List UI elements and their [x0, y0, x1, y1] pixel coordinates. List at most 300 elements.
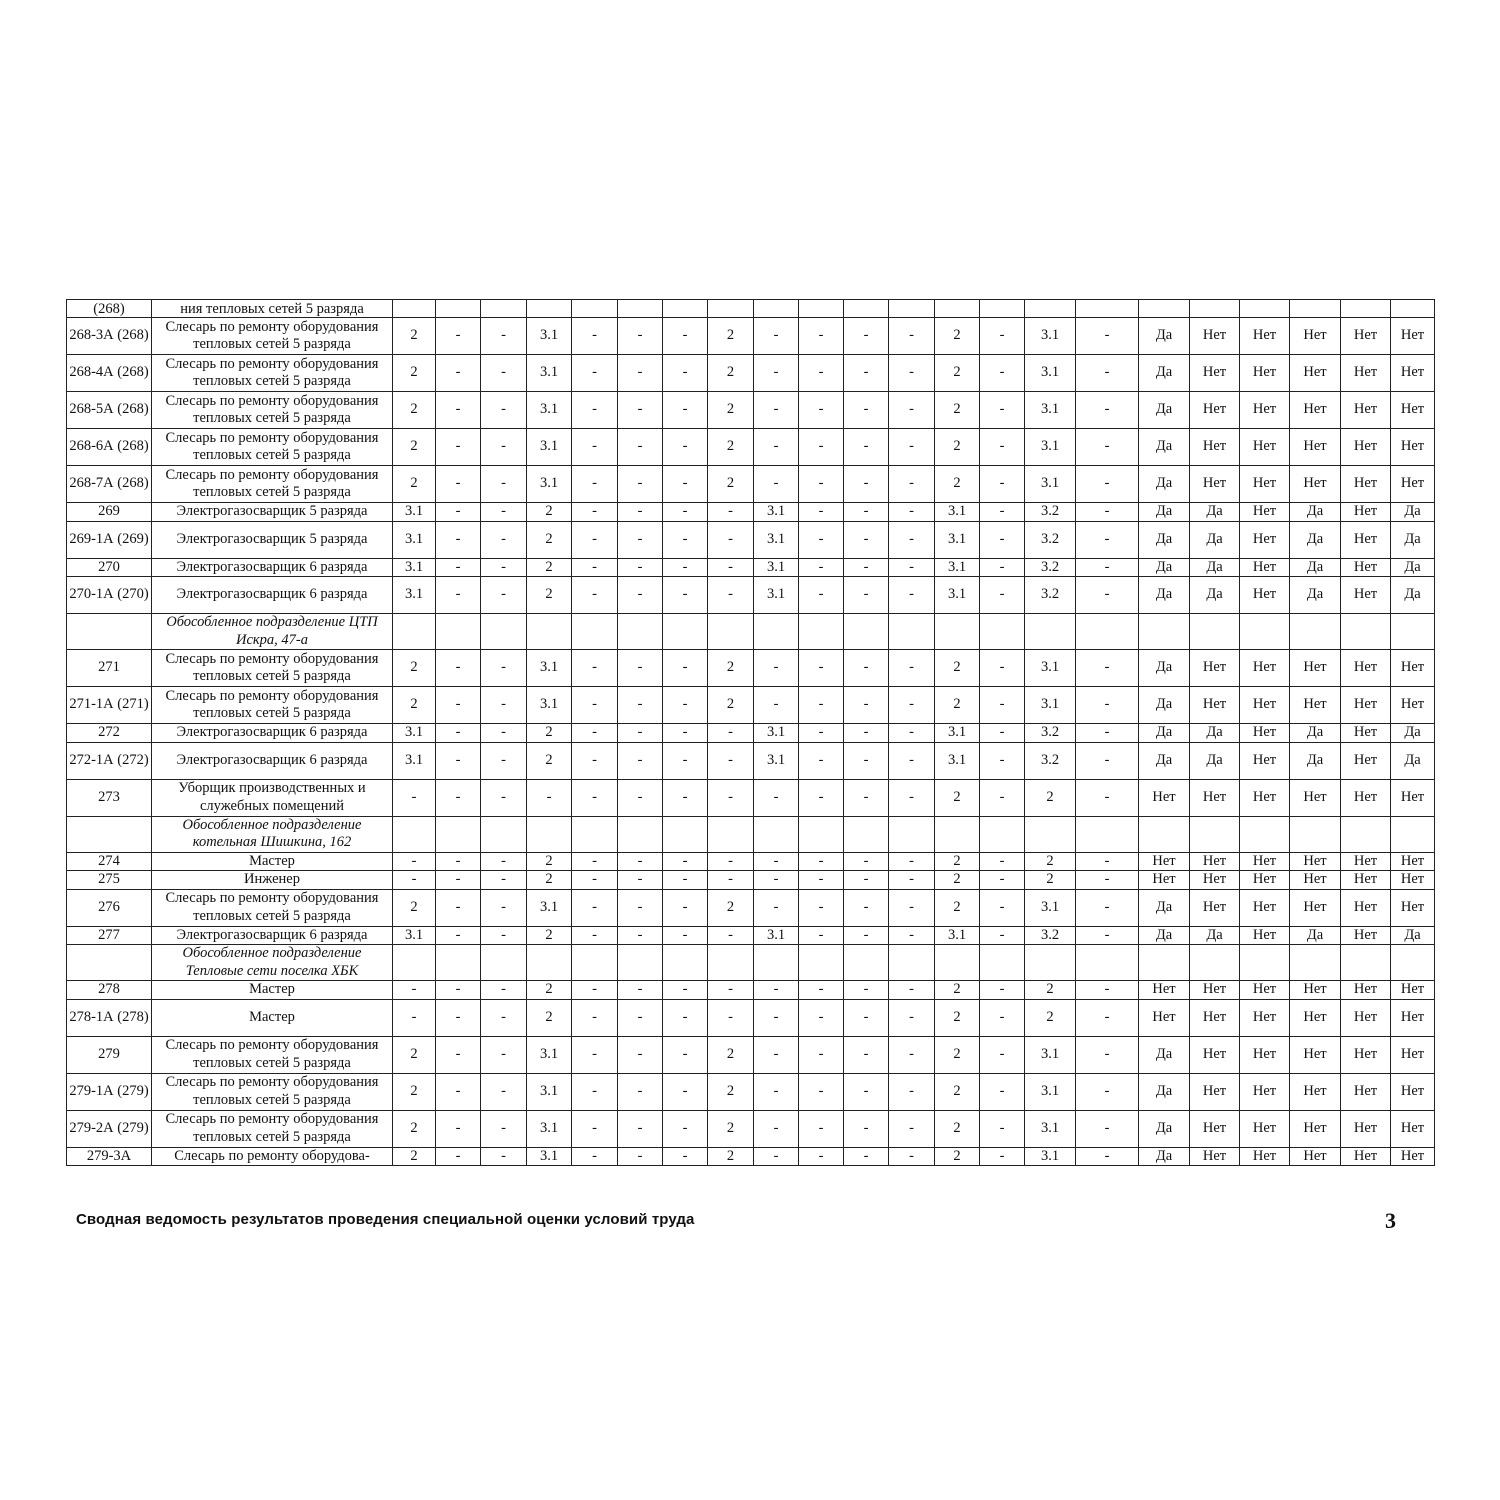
- value-cell: [1341, 614, 1391, 650]
- value-cell: Нет: [1341, 577, 1391, 614]
- value-cell: Нет: [1391, 981, 1435, 1000]
- value-cell: -: [754, 429, 799, 466]
- value-cell: -: [436, 687, 481, 724]
- value-cell: Нет: [1391, 650, 1435, 687]
- value-cell: -: [980, 1073, 1025, 1110]
- value-cell: Да: [1391, 577, 1435, 614]
- value-cell: 3.1: [527, 687, 572, 724]
- value-cell: -: [889, 429, 935, 466]
- value-cell: [663, 300, 708, 318]
- value-cell: -: [799, 650, 844, 687]
- value-cell: Нет: [1190, 392, 1240, 429]
- value-cell: Нет: [1290, 429, 1341, 466]
- value-cell: Нет: [1341, 1147, 1391, 1165]
- value-cell: Нет: [1139, 871, 1190, 890]
- value-cell: [1076, 300, 1139, 318]
- value-cell: Нет: [1341, 1073, 1391, 1110]
- value-cell: Нет: [1290, 318, 1341, 355]
- value-cell: 3.1: [1025, 355, 1076, 392]
- value-cell: Да: [1139, 503, 1190, 522]
- value-cell: Да: [1391, 742, 1435, 779]
- value-cell: -: [618, 871, 663, 890]
- value-cell: 3.1: [527, 392, 572, 429]
- value-cell: -: [980, 779, 1025, 816]
- value-cell: 2: [935, 1110, 980, 1147]
- value-cell: 3.2: [1025, 577, 1076, 614]
- value-cell: 2: [1025, 779, 1076, 816]
- value-cell: -: [889, 926, 935, 945]
- value-cell: [1391, 300, 1435, 318]
- value-cell: 2: [708, 889, 754, 926]
- value-cell: -: [618, 1073, 663, 1110]
- section-name: Обособленное подразделение Тепловые сети поселка ХБК: [152, 945, 393, 981]
- value-cell: Нет: [1290, 981, 1341, 1000]
- value-cell: Нет: [1240, 871, 1290, 890]
- value-cell: 2: [935, 1073, 980, 1110]
- value-cell: 2: [935, 355, 980, 392]
- value-cell: 3.1: [1025, 392, 1076, 429]
- value-cell: -: [393, 981, 436, 1000]
- value-cell: 2: [527, 503, 572, 522]
- value-cell: 2: [708, 1073, 754, 1110]
- job-title: Слесарь по ремонту оборудования тепловых сетей 5 разряда: [152, 429, 393, 466]
- value-cell: [1076, 614, 1139, 650]
- value-cell: -: [889, 650, 935, 687]
- value-cell: -: [618, 889, 663, 926]
- value-cell: 3.1: [393, 577, 436, 614]
- table-row: [67, 687, 1435, 724]
- value-cell: 2: [708, 429, 754, 466]
- value-cell: [844, 614, 889, 650]
- value-cell: 2: [708, 466, 754, 503]
- value-cell: 2: [708, 1036, 754, 1073]
- value-cell: -: [844, 779, 889, 816]
- value-cell: 3.1: [527, 1073, 572, 1110]
- job-title: Слесарь по ремонту оборудования тепловых сетей 5 разряда: [152, 1110, 393, 1147]
- value-cell: Нет: [1190, 871, 1240, 890]
- value-cell: -: [799, 724, 844, 743]
- value-cell: -: [754, 1110, 799, 1147]
- value-cell: -: [663, 779, 708, 816]
- value-cell: -: [799, 558, 844, 577]
- value-cell: 3.1: [527, 1036, 572, 1073]
- row-code: 276: [67, 889, 152, 926]
- value-cell: -: [436, 1036, 481, 1073]
- job-title: Слесарь по ремонту оборудования тепловых сетей 5 разряда: [152, 889, 393, 926]
- value-cell: [663, 945, 708, 981]
- value-cell: -: [799, 318, 844, 355]
- value-cell: -: [889, 521, 935, 558]
- value-cell: 3.1: [527, 429, 572, 466]
- value-cell: Нет: [1240, 577, 1290, 614]
- table-row: [67, 318, 1435, 355]
- value-cell: -: [436, 318, 481, 355]
- value-cell: Да: [1391, 503, 1435, 522]
- value-cell: -: [708, 981, 754, 1000]
- value-cell: [799, 945, 844, 981]
- value-cell: -: [663, 981, 708, 1000]
- value-cell: -: [663, 852, 708, 871]
- value-cell: [889, 816, 935, 852]
- value-cell: Нет: [1290, 889, 1341, 926]
- value-cell: -: [663, 521, 708, 558]
- value-cell: -: [799, 981, 844, 1000]
- value-cell: Нет: [1391, 1110, 1435, 1147]
- value-cell: -: [980, 503, 1025, 522]
- value-cell: [799, 816, 844, 852]
- value-cell: -: [481, 558, 527, 577]
- value-cell: Нет: [1290, 852, 1341, 871]
- value-cell: 2: [527, 521, 572, 558]
- value-cell: 3.1: [754, 724, 799, 743]
- value-cell: -: [754, 650, 799, 687]
- value-cell: -: [436, 871, 481, 890]
- value-cell: 2: [393, 650, 436, 687]
- value-cell: -: [844, 558, 889, 577]
- value-cell: Нет: [1190, 999, 1240, 1036]
- table-row: [67, 871, 1435, 890]
- value-cell: 2: [527, 724, 572, 743]
- value-cell: -: [980, 558, 1025, 577]
- value-cell: 3.1: [1025, 1073, 1076, 1110]
- value-cell: 3.1: [1025, 650, 1076, 687]
- row-code: 268-3А (268): [67, 318, 152, 355]
- value-cell: [889, 945, 935, 981]
- job-title: Слесарь по ремонту оборудования тепловых сетей 5 разряда: [152, 392, 393, 429]
- value-cell: -: [618, 926, 663, 945]
- row-code: 278: [67, 981, 152, 1000]
- value-cell: [1240, 816, 1290, 852]
- row-code: 275: [67, 871, 152, 890]
- value-cell: 2: [935, 1036, 980, 1073]
- value-cell: [1190, 816, 1240, 852]
- job-title: Электрогазосварщик 5 разряда: [152, 503, 393, 522]
- row-code: 279-2А (279): [67, 1110, 152, 1147]
- value-cell: Нет: [1341, 558, 1391, 577]
- value-cell: -: [980, 318, 1025, 355]
- value-cell: -: [1076, 355, 1139, 392]
- table-row: [67, 466, 1435, 503]
- value-cell: 2: [393, 1110, 436, 1147]
- table-row: [67, 577, 1435, 614]
- value-cell: -: [393, 852, 436, 871]
- value-cell: 2: [708, 318, 754, 355]
- job-title: Слесарь по ремонту оборудования тепловых сетей 5 разряда: [152, 1073, 393, 1110]
- value-cell: 2: [393, 392, 436, 429]
- value-cell: Да: [1290, 724, 1341, 743]
- value-cell: -: [754, 981, 799, 1000]
- value-cell: -: [980, 852, 1025, 871]
- row-code: 274: [67, 852, 152, 871]
- value-cell: -: [481, 466, 527, 503]
- value-cell: Нет: [1190, 429, 1240, 466]
- table-row: [67, 779, 1435, 816]
- value-cell: Нет: [1240, 466, 1290, 503]
- job-title: Мастер: [152, 999, 393, 1036]
- value-cell: -: [572, 889, 618, 926]
- value-cell: -: [889, 1073, 935, 1110]
- value-cell: [754, 945, 799, 981]
- value-cell: -: [663, 503, 708, 522]
- value-cell: [393, 816, 436, 852]
- value-cell: [935, 945, 980, 981]
- value-cell: -: [799, 1073, 844, 1110]
- value-cell: [799, 614, 844, 650]
- value-cell: -: [481, 429, 527, 466]
- value-cell: -: [1076, 687, 1139, 724]
- value-cell: 3.2: [1025, 742, 1076, 779]
- value-cell: Нет: [1240, 926, 1290, 945]
- value-cell: -: [393, 779, 436, 816]
- value-cell: 3.1: [935, 742, 980, 779]
- value-cell: 3.2: [1025, 521, 1076, 558]
- row-code: 279-1А (279): [67, 1073, 152, 1110]
- value-cell: 2: [393, 318, 436, 355]
- value-cell: -: [663, 871, 708, 890]
- value-cell: [844, 945, 889, 981]
- value-cell: [1139, 816, 1190, 852]
- value-cell: -: [980, 1110, 1025, 1147]
- value-cell: -: [799, 521, 844, 558]
- value-cell: [1290, 945, 1341, 981]
- table-row: [67, 1036, 1435, 1073]
- table-row: [67, 999, 1435, 1036]
- value-cell: Да: [1190, 577, 1240, 614]
- value-cell: 2: [527, 981, 572, 1000]
- value-cell: 2: [708, 392, 754, 429]
- value-cell: -: [393, 999, 436, 1036]
- value-cell: [1341, 816, 1391, 852]
- value-cell: -: [618, 503, 663, 522]
- value-cell: 3.1: [935, 503, 980, 522]
- value-cell: [481, 816, 527, 852]
- value-cell: Нет: [1240, 1147, 1290, 1165]
- value-cell: Да: [1139, 429, 1190, 466]
- job-title: Слесарь по ремонту оборудования тепловых сетей 5 разряда: [152, 355, 393, 392]
- value-cell: [844, 300, 889, 318]
- value-cell: -: [1076, 889, 1139, 926]
- value-cell: 2: [1025, 981, 1076, 1000]
- value-cell: -: [618, 779, 663, 816]
- value-cell: [663, 816, 708, 852]
- value-cell: -: [481, 1110, 527, 1147]
- table-row: [67, 724, 1435, 743]
- value-cell: Да: [1290, 926, 1341, 945]
- row-code: 277: [67, 926, 152, 945]
- value-cell: -: [572, 779, 618, 816]
- value-cell: -: [889, 687, 935, 724]
- value-cell: -: [980, 355, 1025, 392]
- value-cell: -: [572, 742, 618, 779]
- value-cell: -: [663, 742, 708, 779]
- value-cell: -: [844, 318, 889, 355]
- value-cell: -: [799, 392, 844, 429]
- value-cell: -: [663, 650, 708, 687]
- value-cell: [1076, 816, 1139, 852]
- value-cell: Нет: [1190, 1073, 1240, 1110]
- value-cell: -: [754, 355, 799, 392]
- value-cell: -: [618, 392, 663, 429]
- value-cell: [1341, 300, 1391, 318]
- value-cell: Нет: [1240, 1036, 1290, 1073]
- value-cell: -: [572, 466, 618, 503]
- value-cell: -: [980, 981, 1025, 1000]
- job-title: Электрогазосварщик 6 разряда: [152, 742, 393, 779]
- value-cell: Нет: [1290, 779, 1341, 816]
- value-cell: -: [436, 521, 481, 558]
- value-cell: -: [436, 999, 481, 1036]
- value-cell: 2: [935, 1147, 980, 1165]
- value-cell: 3.1: [754, 521, 799, 558]
- value-cell: Нет: [1341, 926, 1391, 945]
- value-cell: 2: [935, 650, 980, 687]
- value-cell: Нет: [1341, 355, 1391, 392]
- value-cell: -: [980, 1036, 1025, 1073]
- value-cell: [980, 816, 1025, 852]
- value-cell: [935, 300, 980, 318]
- value-cell: 2: [527, 558, 572, 577]
- value-cell: Нет: [1190, 779, 1240, 816]
- value-cell: Нет: [1341, 779, 1391, 816]
- job-title: Слесарь по ремонту оборудования тепловых сетей 5 разряда: [152, 318, 393, 355]
- value-cell: Да: [1139, 1110, 1190, 1147]
- value-cell: 3.1: [754, 503, 799, 522]
- row-code: 268-4А (268): [67, 355, 152, 392]
- value-cell: 2: [935, 779, 980, 816]
- value-cell: [1240, 614, 1290, 650]
- value-cell: Да: [1391, 724, 1435, 743]
- value-cell: -: [572, 392, 618, 429]
- footer-title: Сводная ведомость результатов проведения специальной оценки условий труда: [76, 1211, 695, 1228]
- value-cell: 2: [935, 852, 980, 871]
- value-cell: -: [572, 1147, 618, 1165]
- value-cell: [754, 300, 799, 318]
- value-cell: Нет: [1290, 871, 1341, 890]
- value-cell: Нет: [1391, 779, 1435, 816]
- job-title: Электрогазосварщик 6 разряда: [152, 558, 393, 577]
- value-cell: -: [980, 687, 1025, 724]
- value-cell: -: [436, 558, 481, 577]
- value-cell: 3.1: [754, 742, 799, 779]
- value-cell: -: [844, 577, 889, 614]
- value-cell: Нет: [1240, 503, 1290, 522]
- value-cell: [1341, 945, 1391, 981]
- value-cell: 2: [935, 687, 980, 724]
- value-cell: [980, 614, 1025, 650]
- job-title: Инженер: [152, 871, 393, 890]
- value-cell: [1025, 300, 1076, 318]
- value-cell: 2: [527, 852, 572, 871]
- table-row: [67, 503, 1435, 522]
- value-cell: 3.1: [527, 355, 572, 392]
- value-cell: -: [980, 889, 1025, 926]
- value-cell: -: [481, 503, 527, 522]
- value-cell: Нет: [1290, 650, 1341, 687]
- value-cell: Нет: [1139, 852, 1190, 871]
- value-cell: Нет: [1341, 503, 1391, 522]
- value-cell: -: [481, 926, 527, 945]
- value-cell: -: [799, 429, 844, 466]
- value-cell: -: [436, 429, 481, 466]
- value-cell: -: [889, 392, 935, 429]
- value-cell: Нет: [1391, 687, 1435, 724]
- value-cell: -: [618, 852, 663, 871]
- value-cell: 2: [935, 318, 980, 355]
- value-cell: Нет: [1341, 318, 1391, 355]
- value-cell: Да: [1139, 1147, 1190, 1165]
- value-cell: -: [572, 577, 618, 614]
- value-cell: -: [481, 981, 527, 1000]
- row-code: 271: [67, 650, 152, 687]
- value-cell: -: [436, 926, 481, 945]
- row-code: 269-1А (269): [67, 521, 152, 558]
- value-cell: 3.2: [1025, 558, 1076, 577]
- row-code: 272: [67, 724, 152, 743]
- value-cell: Нет: [1190, 318, 1240, 355]
- value-cell: [527, 614, 572, 650]
- value-cell: -: [618, 981, 663, 1000]
- row-code: 269: [67, 503, 152, 522]
- value-cell: Нет: [1290, 1073, 1341, 1110]
- row-code: 268-6А (268): [67, 429, 152, 466]
- job-title: Электрогазосварщик 6 разряда: [152, 724, 393, 743]
- value-cell: -: [844, 926, 889, 945]
- value-cell: 3.1: [935, 558, 980, 577]
- value-cell: [935, 614, 980, 650]
- value-cell: [572, 614, 618, 650]
- row-code: 270: [67, 558, 152, 577]
- value-cell: -: [572, 852, 618, 871]
- value-cell: -: [889, 724, 935, 743]
- value-cell: -: [799, 1110, 844, 1147]
- value-cell: [1290, 300, 1341, 318]
- value-cell: 2: [393, 466, 436, 503]
- value-cell: Нет: [1341, 429, 1391, 466]
- value-cell: -: [844, 503, 889, 522]
- value-cell: -: [481, 318, 527, 355]
- job-title: Электрогазосварщик 6 разряда: [152, 926, 393, 945]
- value-cell: -: [481, 392, 527, 429]
- value-cell: -: [754, 392, 799, 429]
- value-cell: Да: [1290, 577, 1341, 614]
- value-cell: Нет: [1190, 1147, 1240, 1165]
- value-cell: [1139, 614, 1190, 650]
- value-cell: 3.1: [754, 558, 799, 577]
- value-cell: -: [754, 466, 799, 503]
- value-cell: 2: [1025, 999, 1076, 1036]
- value-cell: Нет: [1391, 355, 1435, 392]
- value-cell: Да: [1139, 318, 1190, 355]
- value-cell: 2: [935, 981, 980, 1000]
- value-cell: 2: [527, 926, 572, 945]
- value-cell: -: [572, 558, 618, 577]
- value-cell: -: [618, 724, 663, 743]
- value-cell: Да: [1391, 521, 1435, 558]
- value-cell: 2: [708, 1147, 754, 1165]
- value-cell: 3.1: [1025, 429, 1076, 466]
- value-cell: Нет: [1290, 355, 1341, 392]
- value-cell: -: [572, 981, 618, 1000]
- value-cell: -: [436, 355, 481, 392]
- value-cell: [436, 614, 481, 650]
- value-cell: [1391, 614, 1435, 650]
- value-cell: -: [754, 1147, 799, 1165]
- value-cell: -: [481, 779, 527, 816]
- row-code: 268-5А (268): [67, 392, 152, 429]
- value-cell: -: [481, 742, 527, 779]
- value-cell: Нет: [1341, 650, 1391, 687]
- value-cell: Да: [1391, 926, 1435, 945]
